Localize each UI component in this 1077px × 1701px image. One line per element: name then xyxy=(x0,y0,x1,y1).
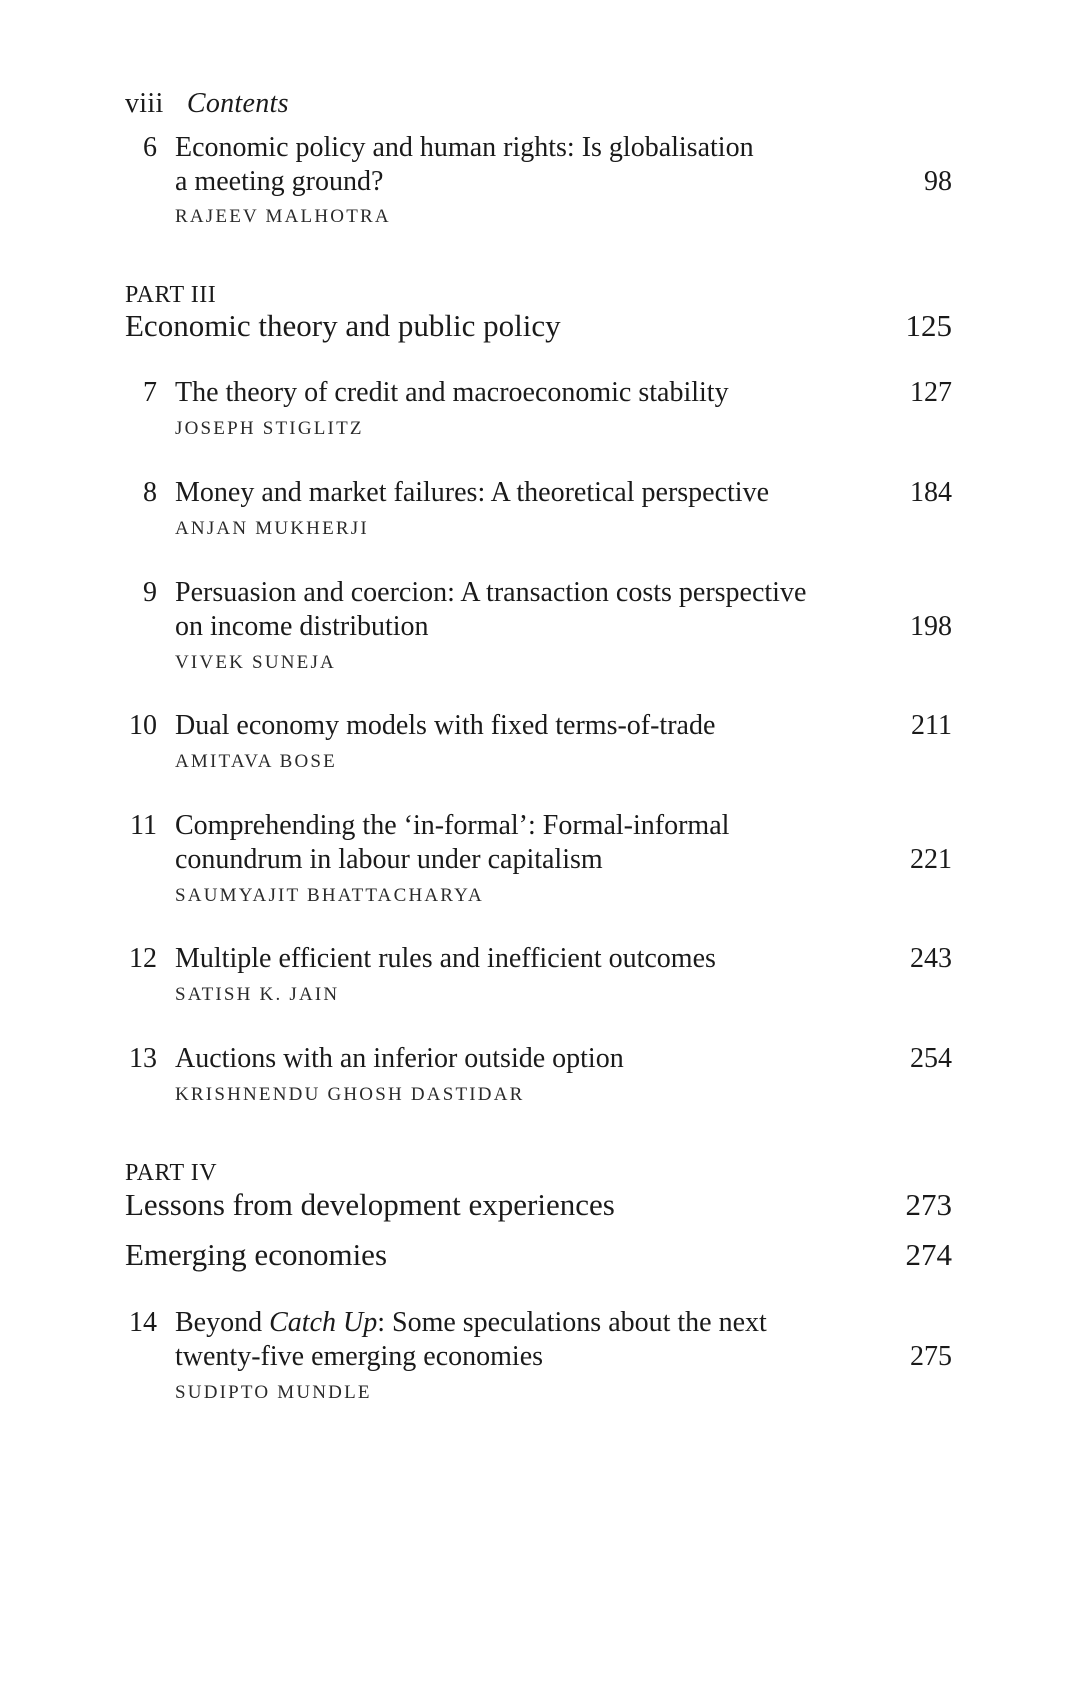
part-3-page: 125 xyxy=(905,308,952,343)
chapter-title-prefix: Beyond xyxy=(175,1307,270,1338)
chapter-title-line1: Money and market failures: A theoretical perspective xyxy=(175,477,770,508)
chapter-title-line1: Persuasion and coercion: A transaction costs perspective xyxy=(175,577,807,608)
chapter-page: 221 xyxy=(910,844,952,875)
chapter-number: 12 xyxy=(129,943,157,974)
chapter-title-italic: Catch Up xyxy=(269,1307,378,1338)
part-4-page: 273 xyxy=(905,1187,952,1222)
chapter-title-line1: Multiple efficient rules and inefficient outcomes xyxy=(175,943,716,974)
chapter-number: 9 xyxy=(143,577,157,608)
chapter-author: SAUMYAJIT BHATTACHARYA xyxy=(175,885,484,906)
chapter-number: 10 xyxy=(129,710,157,741)
chapter-number: 6 xyxy=(143,132,157,163)
chapter-page: 275 xyxy=(910,1341,952,1372)
part-3-title[interactable]: Economic theory and public policy xyxy=(125,308,561,343)
part-3-label: PART III xyxy=(125,282,217,308)
chapter-number: 11 xyxy=(130,810,157,841)
chapter-title-suffix: : Some speculations about the next xyxy=(377,1307,767,1338)
chapter-author: KRISHNENDU GHOSH DASTIDAR xyxy=(175,1084,525,1105)
chapter-page: 243 xyxy=(910,943,952,974)
chapter-author: VIVEK SUNEJA xyxy=(175,652,336,673)
chapter-author: AMITAVA BOSE xyxy=(175,751,337,772)
chapter-title-line2: on income distribution xyxy=(175,611,429,642)
chapter-title-line1: Economic policy and human rights: Is globalisation xyxy=(175,132,754,163)
running-head-title: Contents xyxy=(186,88,289,119)
chapter-author: ANJAN MUKHERJI xyxy=(175,518,369,539)
chapter-title-line2: twenty-five emerging economies xyxy=(175,1341,544,1372)
page-folio: viii xyxy=(125,88,164,119)
part-4-label: PART IV xyxy=(125,1160,218,1186)
chapter-title-line1: Auctions with an inferior outside option xyxy=(175,1043,624,1074)
running-head xyxy=(125,88,289,120)
chapter-page: 211 xyxy=(911,710,952,741)
chapter-author: SATISH K. JAIN xyxy=(175,984,340,1005)
chapter-title-line2: conundrum in labour under capitalism xyxy=(175,844,603,875)
chapter-author: JOSEPH STIGLITZ xyxy=(175,418,364,439)
chapter-number: 7 xyxy=(143,377,157,408)
chapter-title-line1: Comprehending the ‘in-formal’: Formal-informal xyxy=(175,810,730,841)
chapter-number: 14 xyxy=(129,1307,157,1338)
chapter-title-line1 xyxy=(175,1305,855,1341)
chapter-number: 8 xyxy=(143,477,157,508)
subsection-title[interactable]: Emerging economies xyxy=(125,1237,388,1272)
chapter-page: 98 xyxy=(924,166,952,197)
chapter-author: SUDIPTO MUNDLE xyxy=(175,1382,372,1403)
chapter-title-line1: Dual economy models with fixed terms-of-trade xyxy=(175,710,716,741)
chapter-page: 254 xyxy=(910,1043,952,1074)
chapter-page: 127 xyxy=(910,377,952,408)
chapter-title-line2: a meeting ground? xyxy=(175,166,384,197)
subsection-page: 274 xyxy=(905,1237,952,1272)
chapter-page: 184 xyxy=(910,477,952,508)
part-4-title[interactable]: Lessons from development experiences xyxy=(125,1187,615,1222)
chapter-page: 198 xyxy=(910,611,952,642)
chapter-number: 13 xyxy=(129,1043,157,1074)
chapter-title-line1: The theory of credit and macroeconomic stability xyxy=(175,377,729,408)
chapter-author: RAJEEV MALHOTRA xyxy=(175,206,391,227)
